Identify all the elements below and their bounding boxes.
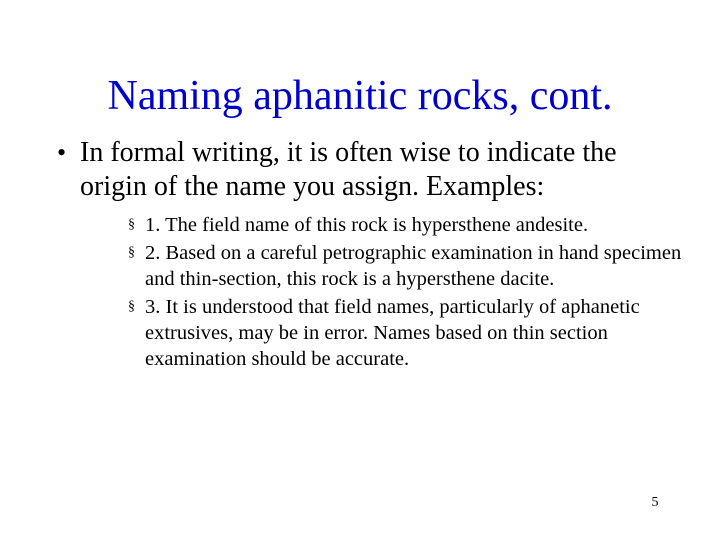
example-text-3: 3. It is understood that field names, particularly of aphanetic extrusives, may be in error. Names based on thin section examination should be accurate. (145, 296, 640, 370)
sub-bullet-marker: § (128, 245, 135, 260)
page-number: 5 (651, 495, 659, 510)
example-item-3 (128, 294, 688, 372)
sub-bullet-marker: § (128, 217, 135, 232)
bullet-marker: • (57, 138, 67, 167)
example-item-1 (128, 212, 688, 238)
example-text-1: 1. The field name of this rock is hypersthene andesite. (145, 214, 589, 236)
example-item-2 (128, 240, 688, 292)
slide-title: Naming aphanitic rocks, cont. (107, 73, 613, 119)
main-bullet-text: In formal writing, it is often wise to indicate the origin of the name you assign. Examples: (80, 137, 617, 202)
examples-list (128, 212, 688, 374)
example-text-2: 2. Based on a careful petrographic examination in hand specimen and thin-section, this rock is a hypersthene dacite. (145, 242, 682, 290)
sub-bullet-marker: § (128, 299, 135, 314)
